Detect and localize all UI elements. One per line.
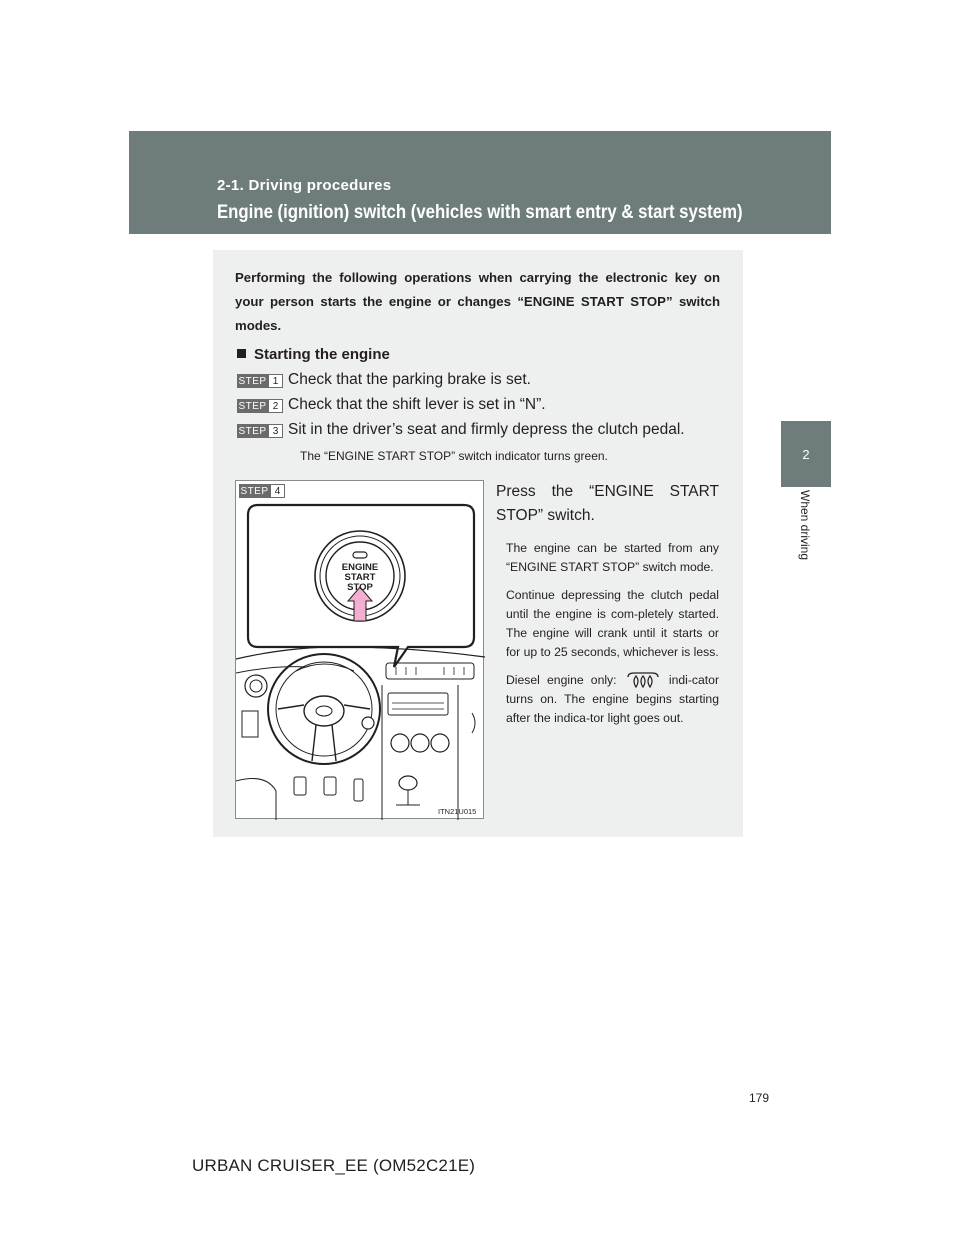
- switch-indicator: [353, 552, 367, 558]
- button-label-start: START: [344, 572, 376, 583]
- climate-knob-center: [411, 734, 429, 752]
- step-word: STEP: [238, 425, 267, 437]
- step-4-text: Press the “ENGINE START STOP” switch.: [496, 483, 719, 524]
- document-footer: URBAN CRUISER_EE (OM52C21E): [192, 1156, 476, 1175]
- gauge-hood: [296, 664, 354, 671]
- step-number: 2: [268, 399, 283, 413]
- step-4-note-3: [496, 671, 719, 728]
- step-word: STEP: [238, 375, 267, 387]
- brake-pedal: [324, 777, 336, 795]
- step-word: STEP: [238, 400, 267, 412]
- step-number: 1: [268, 374, 283, 388]
- steering-hub: [304, 696, 344, 726]
- section-heading-text: Starting the engine: [254, 346, 390, 363]
- air-vent-left-inner: [250, 680, 262, 692]
- shift-knob: [399, 776, 417, 790]
- audio-buttons: [392, 703, 444, 709]
- step-4-note-2: Continue depressing the clutch pedal until the engine is com-pletely started. The engine will crank until it starts or for up to 25 seconds, whichever is less.: [506, 588, 719, 659]
- shift-lever: [396, 790, 420, 805]
- figure-code: ITN21U015: [438, 807, 477, 816]
- step-word: STEP: [240, 485, 269, 497]
- button-label-stop: STOP: [347, 582, 373, 593]
- engine-switch-illustration: [235, 480, 484, 819]
- note-3-tail: indi-cator turns on. The engine begins starting after the indica-tor light goes out.: [506, 673, 720, 725]
- steering-spokes: [278, 705, 370, 761]
- dashboard-line: [236, 667, 306, 673]
- dashboard-top: [236, 647, 485, 659]
- content-panel: [213, 250, 743, 837]
- page-number: 179: [749, 1091, 770, 1105]
- button-label-engine: ENGINE: [341, 562, 379, 573]
- air-vent-left: [245, 675, 267, 697]
- square-bullet-icon: [237, 349, 246, 358]
- step-badge: [237, 424, 283, 438]
- steering-logo: [316, 706, 332, 716]
- chapter-tab[interactable]: [781, 421, 831, 487]
- climate-knob-right: [431, 734, 449, 752]
- accelerator-pedal: [354, 779, 363, 801]
- side-panel: [242, 711, 258, 737]
- step-badge: [239, 484, 285, 498]
- section-heading: [237, 346, 390, 363]
- vent-slats: [396, 667, 464, 675]
- step-badge: [237, 399, 283, 413]
- steering-wheel-inner: [276, 662, 372, 756]
- step-text: Sit in the driver’s seat and firmly depress the clutch pedal.: [288, 421, 685, 438]
- audio-unit: [388, 693, 448, 715]
- door-edge: [472, 713, 475, 733]
- step-3-note: The “ENGINE START STOP” switch indicator turns green.: [300, 449, 608, 463]
- center-vents: [386, 663, 474, 679]
- step-text: Check that the shift lever is set in “N”.: [288, 396, 546, 413]
- footwell-left: [236, 779, 276, 820]
- step-4-text-column: [496, 480, 719, 728]
- clutch-pedal: [294, 777, 306, 795]
- chapter-number: 2: [802, 446, 810, 462]
- section-label: 2-1. Driving procedures: [217, 177, 392, 194]
- glow-plug-icon: [624, 671, 662, 689]
- section-header: [129, 131, 831, 234]
- dashboard-drawing: [236, 481, 485, 820]
- step-text: Check that the parking brake is set.: [288, 371, 531, 388]
- step-badge: [237, 374, 283, 388]
- switch-location: [362, 717, 374, 729]
- page-title: Engine (ignition) switch (vehicles with smart entry & start system): [217, 201, 743, 223]
- steering-wheel: [268, 654, 380, 764]
- chapter-label-text: When driving: [798, 490, 812, 561]
- climate-knob-left: [391, 734, 409, 752]
- note-3-lead: Diesel engine only:: [506, 673, 617, 687]
- step-4-note-1: The engine can be started from any “ENGINE START STOP” switch mode.: [506, 541, 719, 574]
- intro-paragraph: Performing the following operations when carrying the electronic key on your person starts the engine or changes “ENGINE START STOP” switch modes.: [235, 270, 720, 333]
- step-number: 4: [270, 484, 285, 498]
- step-number: 3: [268, 424, 283, 438]
